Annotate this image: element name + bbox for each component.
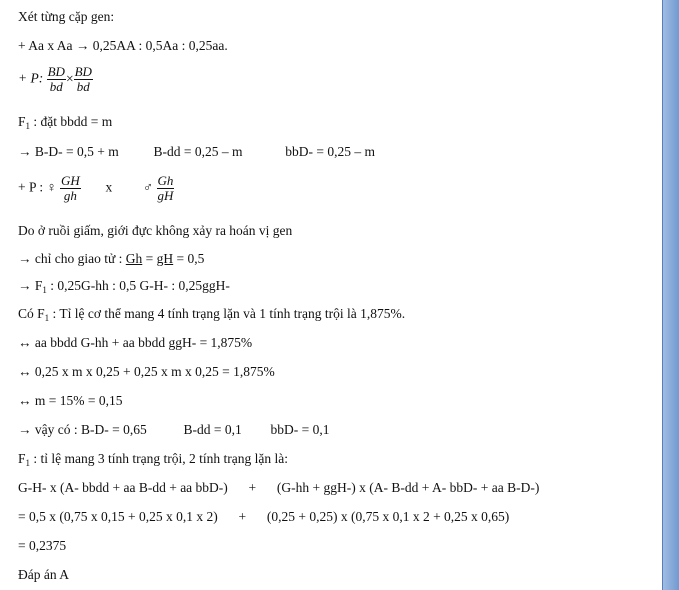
label: = 0,5 <box>173 251 205 266</box>
formula-prefix: + P : ♀ <box>18 179 57 195</box>
expression: (G-hh + ggH-) x (A- B-dd + A- bbD- + aa B-D-) <box>276 480 540 495</box>
fraction <box>157 174 175 203</box>
label: : tỉ lệ mang 3 tính trạng trội, 2 tính trạng lặn là: <box>30 451 288 466</box>
subscript: 1 <box>25 121 31 131</box>
text-line <box>18 480 539 496</box>
value-text: bbD- = 0,25 – m <box>285 144 375 159</box>
label: → chỉ cho giao tử : <box>18 251 126 266</box>
expression: = 0,5 x (0,75 x 0,15 + 0,25 x 0,1 x 2) <box>18 509 218 524</box>
label: F <box>18 114 26 129</box>
text-line <box>18 509 509 525</box>
label: : Tỉ lệ cơ thể mang 4 tính trạng lặn và 1 tính trạng trội là 1,875%. <box>49 306 406 321</box>
text-line: + Aa x Aa → 0,25AA : 0,5Aa : 0,25aa. <box>18 38 228 53</box>
text-line: ↔ aa bbdd G-hh + aa bbdd ggH- = 1,875% <box>18 335 253 350</box>
value-text: → vậy có : B-D- = 0,65 <box>18 422 147 437</box>
expression: (0,25 + 0,25) x (0,75 x 0,1 x 2 + 0,25 x 0,65) <box>266 509 510 524</box>
fraction-numerator: Gh <box>157 173 174 188</box>
fraction-denominator: gh <box>63 188 77 203</box>
text-line <box>18 114 112 134</box>
value-text: → B-D- = 0,5 + m <box>18 144 119 159</box>
text-line <box>18 451 288 471</box>
text-line: ↔ m = 15% = 0,15 <box>18 393 123 408</box>
text-line <box>18 306 405 326</box>
gamete: gH <box>156 251 174 266</box>
text-line <box>18 251 204 267</box>
fraction-denominator: bd <box>49 79 63 94</box>
gamete: Gh <box>125 251 143 266</box>
value-text: B-dd = 0,25 – m <box>153 144 243 159</box>
label: → F <box>18 278 43 293</box>
fraction <box>60 174 81 203</box>
formula-line <box>18 174 174 203</box>
fraction-denominator: gH <box>157 188 174 203</box>
plus-sign: + <box>238 509 247 524</box>
cross-sign: x <box>105 179 113 195</box>
subscript: 1 <box>44 313 50 323</box>
fraction-numerator: GH <box>61 173 80 188</box>
label: F <box>18 451 26 466</box>
plus-sign: + <box>248 480 257 495</box>
male-symbol: ♂ <box>143 179 154 195</box>
fraction-numerator: BD <box>74 64 92 79</box>
text-line: Do ở ruồi giấm, giới đực không xảy ra hoán vị gen <box>18 223 293 238</box>
answer-line: Đáp án A <box>18 567 69 582</box>
text-line <box>18 278 230 298</box>
fraction <box>47 65 66 94</box>
value-text: bbD- = 0,1 <box>270 422 330 437</box>
text-line <box>18 144 375 160</box>
text-line <box>18 422 329 438</box>
label: : đặt bbdd = m <box>30 114 113 129</box>
text-line: = 0,2375 <box>18 538 67 553</box>
fraction-denominator: bd <box>76 79 90 94</box>
subscript: 1 <box>42 285 47 295</box>
label: : 0,25G-hh : 0,5 G-H- : 0,25ggH- <box>46 278 230 293</box>
text-line: Xét từng cặp gen: <box>18 9 115 24</box>
label: Có F <box>18 306 45 321</box>
expression: G-H- x (A- bbdd + aa B-dd + aa bbD-) <box>18 480 228 495</box>
fraction <box>74 65 93 94</box>
subscript: 1 <box>25 458 31 468</box>
label: = <box>142 251 157 266</box>
formula-line <box>18 65 93 94</box>
window-edge-bar <box>662 0 679 590</box>
fraction-numerator: BD <box>47 64 65 79</box>
times-sign: × <box>65 70 74 86</box>
formula-prefix: + P: <box>18 70 44 86</box>
value-text: B-dd = 0,1 <box>183 422 242 437</box>
text-line: ↔ 0,25 x m x 0,25 + 0,25 x m x 0,25 = 1,875% <box>18 364 275 379</box>
